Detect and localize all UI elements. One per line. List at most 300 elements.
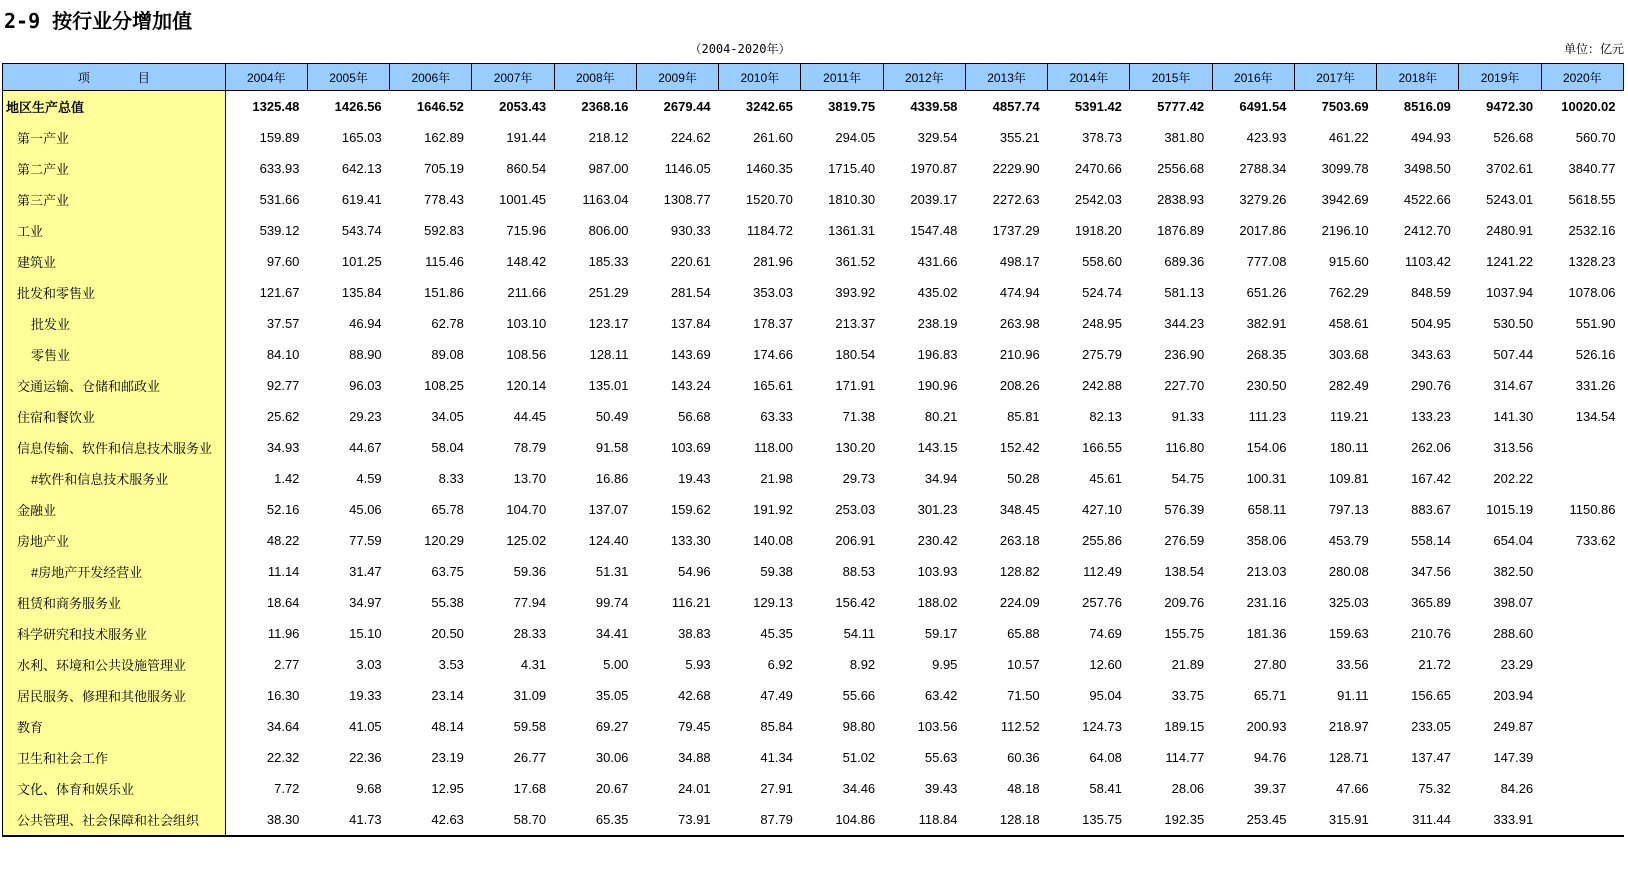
table-cell: 47.49 <box>760 688 793 703</box>
table-cell: 59.17 <box>924 626 958 641</box>
table-cell: 230.42 <box>917 533 958 548</box>
table-cell: 8.33 <box>438 471 464 486</box>
table-cell: 128.11 <box>589 347 629 362</box>
row-label: 居民服务、修理和其他服务业 <box>3 680 226 711</box>
table-cell: 233.05 <box>1411 719 1451 734</box>
table-cell: 58.70 <box>472 804 554 836</box>
table-cell: 2017.86 <box>1239 223 1287 238</box>
table-cell: 268.35 <box>1246 347 1287 362</box>
table-cell <box>1541 773 1623 804</box>
table-cell: 84.10 <box>266 347 300 362</box>
row-label: 交通运输、仓储和邮政业 <box>3 370 226 401</box>
table-cell: 13.70 <box>513 471 547 486</box>
table-cell: 151.86 <box>424 285 464 300</box>
row-label: 金融业 <box>3 494 226 525</box>
table-cell: 213.03 <box>1246 564 1287 579</box>
table-cell: 276.59 <box>1164 533 1205 548</box>
table-cell: 282.49 <box>1328 378 1369 393</box>
table-cell: 1146.05 <box>664 161 711 176</box>
table-cell: 88.90 <box>349 347 382 362</box>
table-cell: 210.96 <box>999 347 1040 362</box>
table-cell: 203.94 <box>1493 688 1534 703</box>
table-cell: 2788.34 <box>1239 161 1287 176</box>
table-cell: 88.53 <box>842 564 876 579</box>
table-cell: 48.22 <box>266 533 300 548</box>
table-cell: 134.54 <box>1575 409 1616 424</box>
table-cell: 206.91 <box>835 533 876 548</box>
table-cell: 115.46 <box>425 254 464 269</box>
table-cell: 1810.30 <box>828 192 876 207</box>
table-cell: 63.42 <box>924 688 958 703</box>
table-cell: 21.98 <box>760 471 793 486</box>
table-cell: 381.80 <box>1164 130 1205 145</box>
table-cell: 38.83 <box>678 626 711 641</box>
table-cell: 137.07 <box>588 502 629 517</box>
table-cell: 39.43 <box>924 781 958 796</box>
table-cell: 848.59 <box>1411 285 1451 300</box>
table-cell: 91.58 <box>595 440 629 455</box>
table-cell: 5618.55 <box>1568 192 1616 207</box>
table-cell: 209.76 <box>1164 595 1205 610</box>
year-column-header: 2011年 <box>801 64 883 91</box>
row-label: 零售业 <box>3 339 226 370</box>
table-cell: 80.21 <box>924 409 958 424</box>
table-cell: 180.11 <box>1329 440 1369 455</box>
table-row <box>3 618 1624 649</box>
table-cell: 253.03 <box>835 502 876 517</box>
table-row <box>3 804 1624 836</box>
table-cell: 58.41 <box>1089 781 1122 796</box>
table-cell: 98.80 <box>842 719 876 734</box>
table-cell: 50.49 <box>595 409 629 424</box>
table-row <box>3 339 1624 370</box>
table-cell: 3702.61 <box>1486 161 1534 176</box>
table-cell <box>1541 649 1623 680</box>
year-column-header: 2005年 <box>307 64 389 91</box>
table-row <box>3 153 1624 184</box>
table-cell: 8.92 <box>849 657 876 672</box>
table-cell: 4.31 <box>520 657 547 672</box>
table-cell: 118.00 <box>754 440 793 455</box>
table-cell: 329.54 <box>917 130 958 145</box>
table-cell: 2532.16 <box>1568 223 1616 238</box>
table-cell: 23.14 <box>431 688 464 703</box>
table-cell: 797.13 <box>1328 502 1369 517</box>
table-cell: 56.68 <box>678 409 711 424</box>
table-cell: 34.93 <box>266 440 300 455</box>
year-column-header: 2014年 <box>1048 64 1130 91</box>
table-cell: 95.04 <box>1089 688 1122 703</box>
table-cell: 208.26 <box>999 378 1040 393</box>
table-cell <box>1541 432 1623 463</box>
table-cell: 166.55 <box>1082 440 1122 455</box>
table-cell: 118.84 <box>883 804 965 836</box>
table-cell: 41.05 <box>349 719 382 734</box>
table-cell: 435.02 <box>917 285 958 300</box>
table-cell: 224.09 <box>999 595 1040 610</box>
table-row <box>3 122 1624 153</box>
table-cell: 21.72 <box>1418 657 1451 672</box>
table-cell: 85.84 <box>760 719 793 734</box>
table-cell: 128.71 <box>1328 750 1369 765</box>
table-cell: 159.63 <box>1328 626 1369 641</box>
table-cell: 97.60 <box>266 254 300 269</box>
table-cell: 48.14 <box>431 719 464 734</box>
table-cell: 82.13 <box>1089 409 1122 424</box>
table-cell: 94.76 <box>1253 750 1287 765</box>
table-cell: 431.66 <box>917 254 958 269</box>
table-cell: 238.19 <box>917 316 958 331</box>
table-cell: 120.29 <box>424 533 464 548</box>
table-cell: 23.29 <box>1500 657 1534 672</box>
table-cell: 174.66 <box>753 347 793 362</box>
table-cell: 249.87 <box>1493 719 1534 734</box>
table-row <box>3 401 1624 432</box>
table-cell: 63.75 <box>431 564 464 579</box>
table-cell: 74.69 <box>1089 626 1122 641</box>
table-cell: 689.36 <box>1164 254 1205 269</box>
table-cell: 119.21 <box>1329 409 1369 424</box>
table-cell: 1361.31 <box>828 223 876 238</box>
table-cell: 111.23 <box>1248 409 1287 424</box>
table-cell: 180.54 <box>835 347 876 362</box>
table-cell: 253.45 <box>1212 804 1294 836</box>
unit-label: 单位：亿元 <box>1563 42 1624 56</box>
table-cell: 156.42 <box>835 595 876 610</box>
row-label: 批发和零售业 <box>3 277 226 308</box>
table-cell: 188.02 <box>917 595 958 610</box>
table-cell: 915.60 <box>1328 254 1369 269</box>
year-column-header: 2007年 <box>472 64 554 91</box>
table-cell: 9.68 <box>356 781 382 796</box>
table-cell: 263.98 <box>999 316 1040 331</box>
year-column-header: 2008年 <box>554 64 636 91</box>
table-cell <box>1541 618 1623 649</box>
table-cell: 45.06 <box>349 502 382 517</box>
table-cell: 26.77 <box>513 750 547 765</box>
table-cell: 121.67 <box>259 285 300 300</box>
table-cell: 3.03 <box>356 657 382 672</box>
table-cell: 71.50 <box>1007 688 1040 703</box>
table-cell: 92.77 <box>266 378 300 393</box>
table-cell: 4.59 <box>356 471 382 486</box>
table-cell: 5391.42 <box>1074 99 1122 114</box>
table-cell: 51.02 <box>842 750 876 765</box>
table-cell: 2679.44 <box>663 99 711 114</box>
table-cell: 12.60 <box>1089 657 1122 672</box>
table-cell: 10020.02 <box>1561 99 1616 114</box>
row-label: 第一产业 <box>3 122 226 153</box>
table-cell: 143.15 <box>917 440 958 455</box>
table-cell: 77.59 <box>349 533 382 548</box>
table-cell: 224.62 <box>670 130 711 145</box>
table-cell: 64.08 <box>1089 750 1122 765</box>
table-cell: 59.38 <box>760 564 793 579</box>
table-cell: 22.32 <box>266 750 300 765</box>
table-cell: 3242.65 <box>745 99 793 114</box>
table-cell: 52.16 <box>266 502 300 517</box>
table-cell: 28.33 <box>513 626 547 641</box>
year-column-header: 2019年 <box>1459 64 1541 91</box>
table-cell: 69.27 <box>595 719 629 734</box>
table-cell: 103.56 <box>917 719 958 734</box>
table-cell: 65.78 <box>431 502 464 517</box>
table-cell: 156.65 <box>1411 688 1451 703</box>
value-added-table <box>2 63 1624 837</box>
table-cell: 79.45 <box>678 719 711 734</box>
table-cell: 101.25 <box>341 254 382 269</box>
table-cell: 1876.89 <box>1157 223 1205 238</box>
table-cell: 16.86 <box>595 471 629 486</box>
table-cell: 331.26 <box>1575 378 1616 393</box>
row-label: 教育 <box>3 711 226 742</box>
table-row <box>3 463 1624 494</box>
table-cell: 59.36 <box>513 564 547 579</box>
table-cell: 311.44 <box>1377 804 1459 836</box>
table-cell: 6.92 <box>767 657 793 672</box>
table-body <box>3 91 1624 837</box>
row-label: 租赁和商务服务业 <box>3 587 226 618</box>
row-label: 第三产业 <box>3 184 226 215</box>
table-cell: 347.56 <box>1411 564 1451 579</box>
table-cell: 100.31 <box>1246 471 1287 486</box>
table-cell: 114.77 <box>1165 750 1205 765</box>
table-cell: 2272.63 <box>992 192 1040 207</box>
table-row <box>3 184 1624 215</box>
table-cell: 303.68 <box>1328 347 1369 362</box>
table-cell: 361.52 <box>835 254 876 269</box>
table-cell: 5.93 <box>685 657 711 672</box>
table-cell: 37.57 <box>266 316 300 331</box>
table-cell: 29.23 <box>349 409 382 424</box>
table-cell: 453.79 <box>1328 533 1369 548</box>
table-cell: 263.18 <box>999 533 1040 548</box>
table-cell: 427.10 <box>1082 502 1122 517</box>
table-cell: 281.54 <box>670 285 711 300</box>
table-cell: 75.32 <box>1418 781 1451 796</box>
table-cell: 2412.70 <box>1403 223 1451 238</box>
table-cell: 42.63 <box>390 804 472 836</box>
table-cell: 34.64 <box>266 719 300 734</box>
table-cell: 1001.45 <box>499 192 547 207</box>
table-cell: 313.56 <box>1493 440 1534 455</box>
year-column-header: 2017年 <box>1294 64 1376 91</box>
table-cell: 227.70 <box>1164 378 1205 393</box>
table-cell: 78.79 <box>513 440 547 455</box>
table-cell: 2480.91 <box>1486 223 1534 238</box>
table-cell: 124.73 <box>1082 719 1122 734</box>
table-cell: 343.63 <box>1411 347 1451 362</box>
table-cell: 167.42 <box>1411 471 1451 486</box>
table-cell: 526.16 <box>1575 347 1616 362</box>
table-cell: 211.66 <box>507 285 547 300</box>
table-cell: 777.08 <box>1246 254 1287 269</box>
year-column-header: 2004年 <box>225 64 307 91</box>
table-cell: 257.76 <box>1082 595 1122 610</box>
table-cell: 25.62 <box>266 409 300 424</box>
table-cell: 15.10 <box>349 626 382 641</box>
table-cell: 560.70 <box>1575 130 1616 145</box>
table-cell: 705.19 <box>424 161 464 176</box>
table-cell: 2470.66 <box>1074 161 1122 176</box>
table-cell: 4339.58 <box>910 99 958 114</box>
table-cell: 987.00 <box>588 161 629 176</box>
table-cell: 41.73 <box>307 804 389 836</box>
table-cell: 294.05 <box>835 130 876 145</box>
table-cell: 658.11 <box>1247 502 1287 517</box>
table-cell: 2368.16 <box>581 99 629 114</box>
table-cell: 3279.26 <box>1239 192 1287 207</box>
table-row <box>3 91 1624 123</box>
table-cell: 9472.30 <box>1486 99 1534 114</box>
table-cell: 135.84 <box>341 285 382 300</box>
year-column-header: 2013年 <box>965 64 1047 91</box>
table-cell: 71.38 <box>842 409 876 424</box>
year-column-header: 2009年 <box>636 64 718 91</box>
table-cell: 109.81 <box>1328 471 1369 486</box>
table-cell: 507.44 <box>1493 347 1534 362</box>
table-cell: 55.66 <box>842 688 876 703</box>
table-cell: 251.29 <box>588 285 629 300</box>
table-cell: 558.60 <box>1082 254 1122 269</box>
table-cell: 155.75 <box>1164 626 1205 641</box>
table-cell: 140.08 <box>753 533 793 548</box>
table-cell: 54.75 <box>1171 471 1205 486</box>
year-column-header: 2020年 <box>1541 64 1623 91</box>
table-cell: 218.97 <box>1328 719 1369 734</box>
table-cell: 3498.50 <box>1403 161 1451 176</box>
table-cell: 1.42 <box>274 471 300 486</box>
table-cell: 46.94 <box>349 316 382 331</box>
table-cell: 1918.20 <box>1074 223 1122 238</box>
table-cell: 281.96 <box>753 254 793 269</box>
table-cell: 7503.69 <box>1321 99 1369 114</box>
table-cell: 34.88 <box>678 750 711 765</box>
table-cell: 124.40 <box>588 533 629 548</box>
table-cell: 103.69 <box>670 440 711 455</box>
table-cell: 19.43 <box>678 471 711 486</box>
table-cell: 288.60 <box>1493 626 1534 641</box>
table-cell: 6491.54 <box>1239 99 1287 114</box>
year-column-header: 2010年 <box>719 64 801 91</box>
table-cell: 128.18 <box>965 804 1047 836</box>
table-cell <box>1541 680 1623 711</box>
table-cell: 715.96 <box>506 223 547 238</box>
table-cell: 494.93 <box>1411 130 1451 145</box>
table-cell: 5243.01 <box>1486 192 1534 207</box>
year-column-header: 2015年 <box>1130 64 1212 91</box>
table-cell: 5777.42 <box>1157 99 1205 114</box>
table-row <box>3 587 1624 618</box>
table-cell: 165.03 <box>341 130 382 145</box>
table-cell: 27.80 <box>1253 657 1287 672</box>
page-title: 2-9 按行业分增加值 <box>4 9 193 33</box>
row-label: #房地产开发经营业 <box>3 556 226 587</box>
table-cell: 137.47 <box>1411 750 1451 765</box>
table-cell: 1103.42 <box>1404 254 1451 269</box>
table-cell: 181.36 <box>1246 626 1287 641</box>
table-cell: 325.03 <box>1328 595 1369 610</box>
table-cell: 62.78 <box>431 316 464 331</box>
table-cell: 154.06 <box>1246 440 1287 455</box>
table-cell: 55.63 <box>924 750 958 765</box>
item-header-char-1: 项 <box>77 70 90 85</box>
table-cell: 531.66 <box>259 192 300 207</box>
table-cell: 135.75 <box>1048 804 1130 836</box>
table-cell: 21.89 <box>1171 657 1205 672</box>
table-cell: 190.96 <box>917 378 958 393</box>
table-cell: 99.74 <box>595 595 629 610</box>
table-cell: 39.37 <box>1253 781 1287 796</box>
year-column-header: 2016年 <box>1212 64 1294 91</box>
table-cell: 654.04 <box>1493 533 1534 548</box>
table-row <box>3 773 1624 804</box>
table-cell: 344.23 <box>1164 316 1205 331</box>
table-cell: 34.97 <box>349 595 382 610</box>
table-cell: 5.00 <box>603 657 629 672</box>
table-row <box>3 370 1624 401</box>
table-cell: 2.77 <box>274 657 300 672</box>
table-cell: 85.81 <box>1007 409 1040 424</box>
table-cell: 87.79 <box>719 804 801 836</box>
row-label: 文化、体育和娱乐业 <box>3 773 226 804</box>
table-cell: 65.71 <box>1253 688 1287 703</box>
table-cell: 930.33 <box>670 223 711 238</box>
table-cell: 526.68 <box>1493 130 1534 145</box>
table-cell: 200.93 <box>1246 719 1287 734</box>
table-cell: 1325.48 <box>252 99 300 114</box>
table-cell: 2039.17 <box>910 192 958 207</box>
table-cell: 129.13 <box>753 595 793 610</box>
table-cell: 73.91 <box>636 804 718 836</box>
table-cell: 116.80 <box>1165 440 1205 455</box>
table-cell: 20.50 <box>431 626 464 641</box>
table-cell: 355.21 <box>999 130 1040 145</box>
table-cell: 218.12 <box>588 130 629 145</box>
table-row <box>3 556 1624 587</box>
table-cell: 1308.77 <box>663 192 711 207</box>
table-cell: 3840.77 <box>1568 161 1616 176</box>
table-cell <box>1541 742 1623 773</box>
table-cell: 89.08 <box>431 347 464 362</box>
table-cell: 778.43 <box>424 192 464 207</box>
table-cell: 504.95 <box>1411 316 1451 331</box>
table-cell: 382.91 <box>1246 316 1287 331</box>
table-cell: 171.91 <box>835 378 876 393</box>
table-cell: 191.92 <box>753 502 793 517</box>
table-cell: 220.61 <box>670 254 711 269</box>
table-cell: 58.04 <box>431 440 464 455</box>
table-cell: 20.67 <box>595 781 629 796</box>
year-column-header: 2012年 <box>883 64 965 91</box>
table-cell: 236.90 <box>1164 347 1205 362</box>
table-cell: 806.00 <box>588 223 629 238</box>
table-cell: 619.41 <box>341 192 382 207</box>
table-cell: 261.60 <box>753 130 793 145</box>
table-cell: 314.67 <box>1493 378 1534 393</box>
table-cell: 91.11 <box>1337 688 1369 703</box>
table-cell: 123.17 <box>588 316 629 331</box>
table-cell: 8516.09 <box>1403 99 1451 114</box>
table-row <box>3 680 1624 711</box>
table-cell: 47.66 <box>1336 781 1369 796</box>
table-cell: 642.13 <box>341 161 382 176</box>
table-cell: 1737.29 <box>992 223 1040 238</box>
table-cell: 125.02 <box>506 533 547 548</box>
table-cell: 378.73 <box>1082 130 1122 145</box>
table-cell: 24.01 <box>678 781 711 796</box>
table-cell: 29.73 <box>842 471 876 486</box>
